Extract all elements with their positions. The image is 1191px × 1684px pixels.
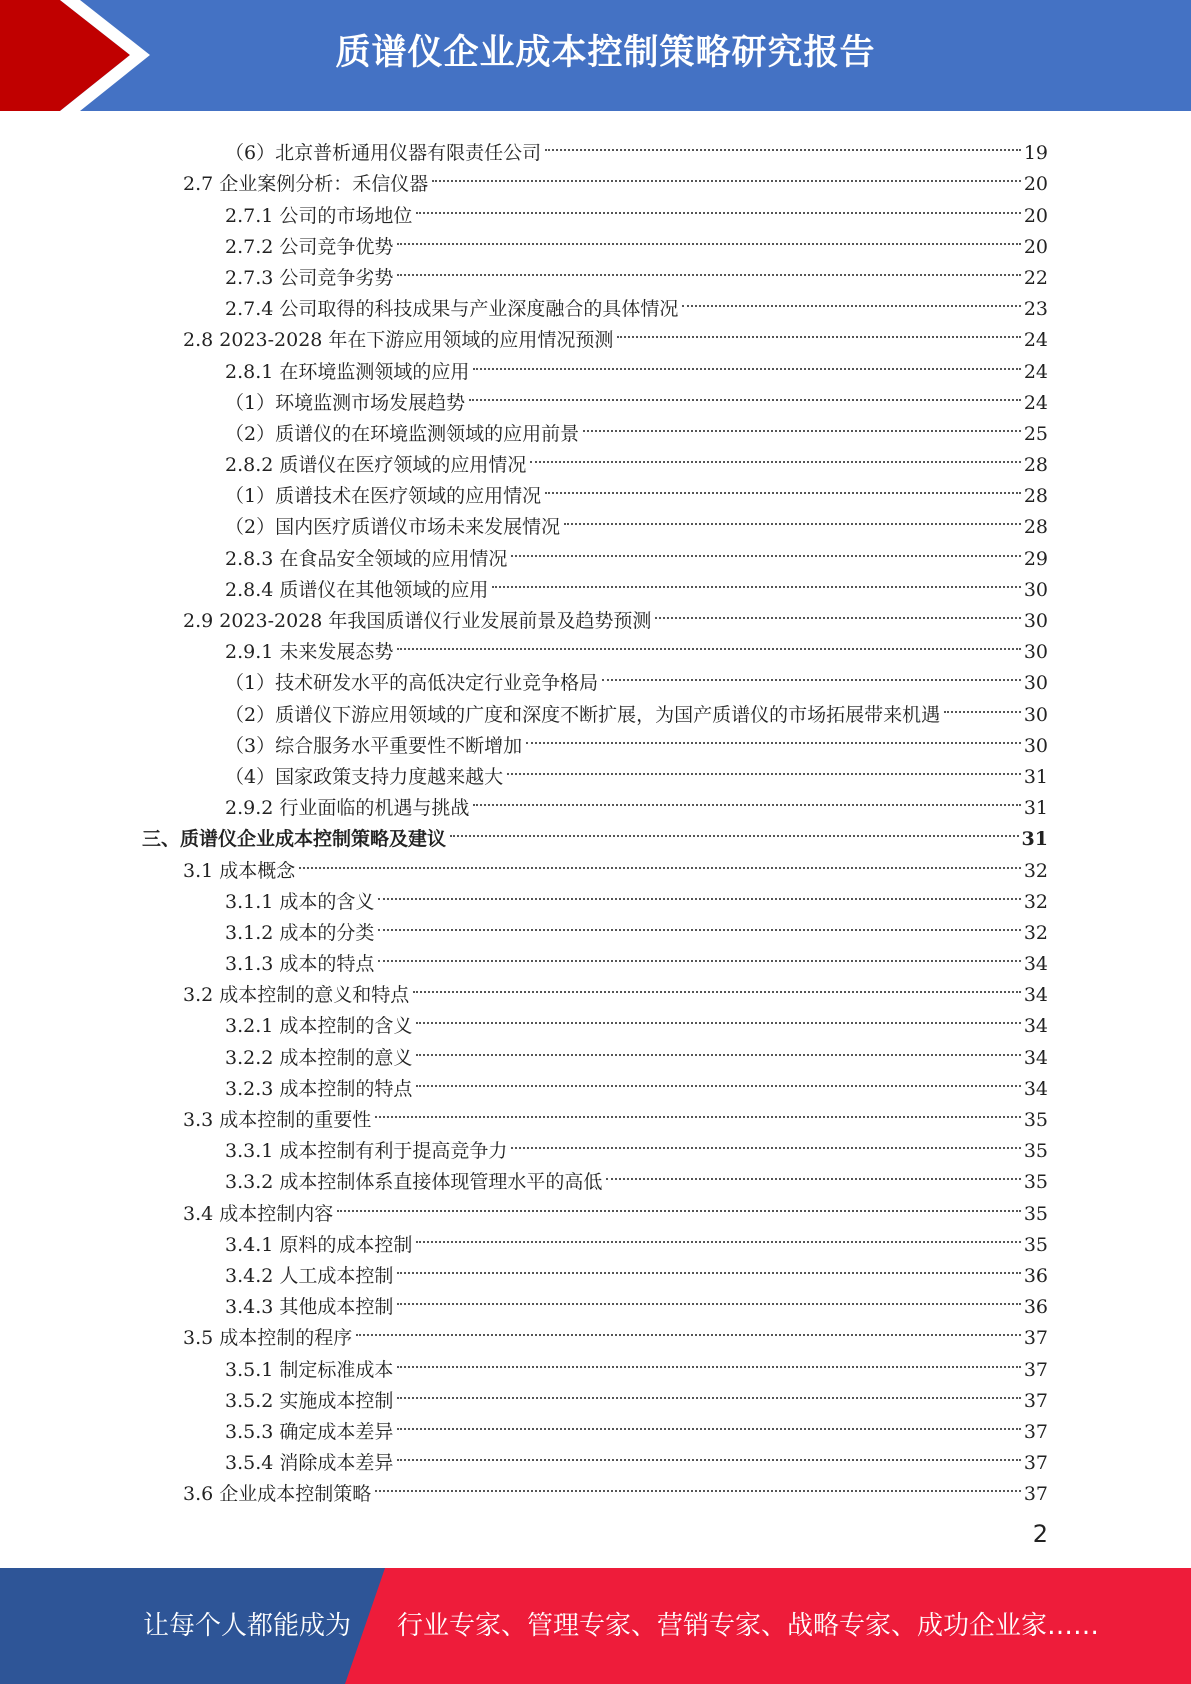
toc-entry-page: 37: [1023, 1327, 1048, 1350]
toc-entry-page: 32: [1023, 921, 1048, 944]
toc-entry[interactable]: [0, 1407, 1191, 1443]
toc-entry-label: 3.2 成本控制的意义和特点: [183, 984, 410, 1007]
toc-entry-page: 34: [1023, 1077, 1048, 1100]
toc-entry-page: 37: [1023, 1358, 1048, 1381]
toc-entry-label: （4）国家政策支持力度越来越大: [225, 765, 504, 788]
toc-entry-label: 3.1 成本概念: [183, 859, 296, 882]
toc-dot-leader: [378, 908, 1020, 939]
toc-entry[interactable]: [0, 190, 1191, 227]
toc-dot-leader: [299, 845, 1021, 876]
toc-entry[interactable]: [0, 877, 1191, 913]
toc-entry-page: 31: [1023, 765, 1048, 788]
toc-dot-leader: [511, 1126, 1020, 1157]
toc-dot-leader: [416, 1220, 1020, 1251]
toc-dot-leader: [416, 1032, 1020, 1063]
toc-entry-label: 2.9 2023-2028 年我国质谱仪行业发展前景及趋势预测: [183, 610, 652, 632]
toc-entry[interactable]: [0, 1188, 1191, 1225]
toc-entry-page: 23: [1023, 298, 1048, 321]
toc-entry-page: 37: [1023, 1452, 1048, 1475]
toc-entry-label: 2.7.1 公司的市场地位: [225, 204, 413, 227]
toc-entry-label: 2.8.2 质谱仪在医疗领域的应用情况: [225, 454, 527, 477]
toc-entry-label: 3.4.1 原料的成本控制: [225, 1233, 413, 1256]
toc-dot-leader: [397, 627, 1020, 658]
toc-entry[interactable]: [0, 1126, 1191, 1163]
toc-dot-leader: [617, 315, 1020, 346]
toc-entry[interactable]: [0, 565, 1191, 601]
toc-dot-leader: [397, 1407, 1020, 1438]
toc-entry[interactable]: [0, 1032, 1191, 1069]
toc-entry[interactable]: [0, 502, 1191, 539]
toc-dot-leader: [507, 752, 1021, 783]
toc-entry[interactable]: [0, 284, 1191, 321]
toc-entry-page: 24: [1023, 360, 1048, 383]
toc-entry[interactable]: [0, 533, 1191, 570]
toc-entry[interactable]: [0, 346, 1191, 383]
toc-entry-label: （2）国内医疗质谱仪市场未来发展情况: [225, 516, 561, 539]
toc-entry-label: 3.5.2 实施成本控制: [225, 1389, 394, 1412]
toc-entry-page: 31: [1023, 797, 1048, 820]
toc-dot-leader: [492, 565, 1020, 596]
toc-dot-leader: [530, 440, 1020, 471]
toc-entry-page: 24: [1023, 391, 1048, 414]
toc-entry-label: 3.5 成本控制的程序: [183, 1327, 353, 1350]
toc-dot-leader: [545, 128, 1021, 159]
toc-entry-page: 37: [1023, 1389, 1048, 1412]
toc-entry-label: 3.5.4 消除成本差异: [225, 1452, 394, 1475]
toc-entry[interactable]: [0, 1220, 1191, 1256]
toc-entry[interactable]: [0, 939, 1191, 976]
toc-entry-page: 37: [1023, 1483, 1048, 1506]
toc-dot-leader: [655, 596, 1020, 627]
toc-entry-label: 2.9.1 未来发展态势: [225, 641, 394, 664]
toc-entry-label: 3.4.2 人工成本控制: [225, 1264, 394, 1287]
toc-entry[interactable]: [0, 970, 1191, 1007]
toc-dot-leader: [375, 1469, 1021, 1500]
toc-entry[interactable]: [0, 1064, 1191, 1100]
toc-entry[interactable]: [0, 1157, 1191, 1194]
toc-dot-leader: [469, 378, 1021, 409]
toc-entry-page: 37: [1023, 1420, 1048, 1443]
toc-entry[interactable]: [0, 253, 1191, 289]
toc-entry-label: （2）质谱仪下游应用领域的广度和深度不断扩展，为国产质谱仪的市场拓展带来机遇: [225, 703, 941, 726]
toc-entry-page: 32: [1023, 890, 1048, 913]
toc-dot-leader: [356, 1313, 1021, 1344]
toc-dot-leader: [378, 877, 1020, 908]
toc-entry-label: 3.6 企业成本控制策略: [183, 1483, 372, 1506]
toc-entry[interactable]: [0, 814, 1191, 851]
toc-entry-page: 36: [1023, 1296, 1048, 1319]
toc-entry-page: 19: [1023, 142, 1048, 165]
toc-entry[interactable]: [0, 1469, 1191, 1506]
toc-entry-label: 3.2.2 成本控制的意义: [225, 1046, 413, 1069]
toc-entry[interactable]: [0, 908, 1191, 944]
toc-entry-label: 3.2.3 成本控制的特点: [225, 1077, 413, 1100]
toc-entry-page: 28: [1023, 485, 1048, 508]
toc-entry-page: 30: [1023, 734, 1048, 757]
toc-dot-leader: [473, 783, 1020, 814]
toc-entry-page: 31: [1021, 828, 1048, 851]
toc-dot-leader: [378, 939, 1020, 970]
toc-entry-page: 30: [1023, 610, 1048, 632]
toc-entry-page: 35: [1023, 1140, 1048, 1163]
toc-entry-page: 28: [1023, 516, 1048, 539]
toc-entry[interactable]: [0, 222, 1191, 258]
toc-entry-page: 25: [1023, 422, 1048, 445]
toc-entry-page: 22: [1023, 266, 1048, 289]
toc-entry-page: 20: [1023, 235, 1048, 258]
toc-entry[interactable]: [0, 1438, 1191, 1475]
toc-entry-label: 3.5.1 制定标准成本: [225, 1358, 394, 1381]
toc-entry-label: 3.1.1 成本的含义: [225, 890, 375, 913]
toc-entry-page: 35: [1023, 1233, 1048, 1256]
toc-entry-label: 2.9.2 行业面临的机遇与挑战: [225, 797, 470, 820]
toc-entry-label: 3.2.1 成本控制的含义: [225, 1015, 413, 1038]
page-header: [0, 0, 1191, 111]
toc-entry-page: 30: [1023, 672, 1048, 695]
toc-dot-leader: [375, 1095, 1021, 1126]
toc-entry[interactable]: [0, 721, 1191, 757]
toc-dot-leader: [397, 222, 1020, 253]
report-title: 质谱仪企业成本控制策略研究报告: [335, 33, 876, 73]
toc-dot-leader: [545, 471, 1021, 502]
toc-entry[interactable]: [0, 783, 1191, 820]
toc-dot-leader: [526, 721, 1021, 752]
toc-entry[interactable]: [0, 1251, 1191, 1287]
footer-slogan-left: 让每个人都能成为: [143, 1611, 352, 1641]
toc-dot-leader: [397, 253, 1020, 284]
toc-entry[interactable]: [0, 409, 1191, 445]
toc-entry-page: 35: [1023, 1202, 1048, 1225]
toc-entry[interactable]: [0, 752, 1191, 788]
toc-entry-label: （2）质谱仪的在环境监测领域的应用前景: [225, 422, 580, 445]
table-of-contents: [0, 128, 1191, 1506]
toc-entry[interactable]: [0, 1001, 1191, 1038]
toc-entry-label: （6）北京普析通用仪器有限责任公司: [225, 142, 542, 165]
page-footer: [0, 1568, 1191, 1684]
toc-entry-page: 28: [1023, 454, 1048, 477]
toc-dot-leader: [397, 1376, 1020, 1407]
toc-entry-label: 3.4.3 其他成本控制: [225, 1296, 394, 1319]
toc-dot-leader: [397, 1344, 1020, 1375]
toc-entry-label: 2.8.3 在食品安全领域的应用情况: [225, 547, 508, 570]
toc-entry-label: （1）质谱技术在医疗领域的应用情况: [225, 485, 542, 508]
toc-entry-page: 35: [1023, 1171, 1048, 1194]
toc-dot-leader: [682, 284, 1020, 315]
toc-entry[interactable]: [0, 658, 1191, 695]
toc-dot-leader: [416, 190, 1020, 221]
toc-entry-label: 2.7.2 公司竞争优势: [225, 235, 394, 258]
toc-dot-leader: [416, 1001, 1020, 1032]
toc-entry[interactable]: [0, 159, 1191, 196]
toc-entry-label: 2.7.4 公司取得的科技成果与产业深度融合的具体情况: [225, 298, 679, 321]
toc-entry-page: 34: [1023, 953, 1048, 976]
toc-dot-leader: [564, 502, 1021, 533]
toc-entry-label: （3）综合服务水平重要性不断增加: [225, 734, 523, 757]
toc-entry-page: 30: [1023, 641, 1048, 664]
toc-entry[interactable]: [0, 471, 1191, 508]
toc-dot-leader: [416, 1064, 1020, 1095]
toc-entry-label: 3.1.3 成本的特点: [225, 953, 375, 976]
toc-entry-page: 20: [1023, 173, 1048, 196]
toc-entry-label: （1）环境监测市场发展趋势: [225, 391, 466, 414]
toc-entry[interactable]: [0, 1095, 1191, 1131]
toc-entry-page: 24: [1023, 329, 1048, 352]
toc-entry[interactable]: [0, 627, 1191, 664]
toc-entry-label: 2.8.1 在环境监测领域的应用: [225, 360, 470, 383]
toc-entry-page: 34: [1023, 984, 1048, 1007]
toc-entry[interactable]: [0, 1313, 1191, 1350]
toc-entry[interactable]: [0, 596, 1191, 632]
toc-dot-leader: [473, 346, 1020, 377]
toc-dot-leader: [432, 159, 1021, 190]
toc-entry-page: 20: [1023, 204, 1048, 227]
toc-entry-label: 2.7.3 公司竞争劣势: [225, 266, 394, 289]
toc-entry-page: 34: [1023, 1015, 1048, 1038]
toc-dot-leader: [413, 970, 1021, 1001]
toc-entry-page: 35: [1023, 1109, 1048, 1131]
toc-dot-leader: [397, 1251, 1020, 1282]
page-number: 2: [1032, 1520, 1048, 1548]
toc-entry-page: 34: [1023, 1046, 1048, 1069]
toc-dot-leader: [450, 814, 1019, 845]
toc-dot-leader: [337, 1188, 1021, 1219]
toc-dot-leader: [944, 689, 1021, 720]
toc-entry-label: 2.7 企业案例分析：禾信仪器: [183, 173, 429, 196]
footer-slogan-right: 行业专家、管理专家、营销专家、战略专家、成功企业家……: [397, 1611, 1100, 1641]
toc-entry[interactable]: [0, 1344, 1191, 1381]
toc-dot-leader: [397, 1438, 1020, 1469]
toc-entry-label: （1）技术研发水平的高低决定行业竞争格局: [225, 672, 599, 695]
toc-entry-label: 3.3.1 成本控制有利于提高竞争力: [225, 1140, 508, 1163]
toc-entry-page: 30: [1023, 703, 1048, 726]
toc-entry-label: 3.3.2 成本控制体系直接体现管理水平的高低: [225, 1171, 603, 1194]
toc-entry-page: 36: [1023, 1264, 1048, 1287]
toc-entry-label: 3.1.2 成本的分类: [225, 921, 375, 944]
toc-entry[interactable]: [0, 128, 1191, 165]
toc-entry-page: 32: [1023, 859, 1048, 882]
toc-dot-leader: [583, 409, 1021, 440]
toc-dot-leader: [606, 1157, 1020, 1188]
toc-entry[interactable]: [0, 1376, 1191, 1412]
toc-entry[interactable]: [0, 1282, 1191, 1319]
toc-entry[interactable]: [0, 378, 1191, 414]
toc-entry-label: 3.4 成本控制内容: [183, 1202, 334, 1225]
toc-entry-page: 30: [1023, 578, 1048, 601]
toc-dot-leader: [511, 533, 1020, 564]
toc-entry-label: 2.8 2023-2028 年在下游应用领域的应用情况预测: [183, 329, 614, 352]
toc-entry[interactable]: [0, 440, 1191, 477]
toc-dot-leader: [397, 1282, 1020, 1313]
toc-entry-label: 3.3 成本控制的重要性: [183, 1109, 372, 1131]
toc-entry-page: 29: [1023, 547, 1048, 570]
toc-entry-label: 2.8.4 质谱仪在其他领域的应用: [225, 578, 489, 601]
toc-entry-label: 3.5.3 确定成本差异: [225, 1420, 394, 1443]
toc-entry-label: 三、质谱仪企业成本控制策略及建议: [142, 828, 447, 851]
toc-dot-leader: [602, 658, 1021, 689]
